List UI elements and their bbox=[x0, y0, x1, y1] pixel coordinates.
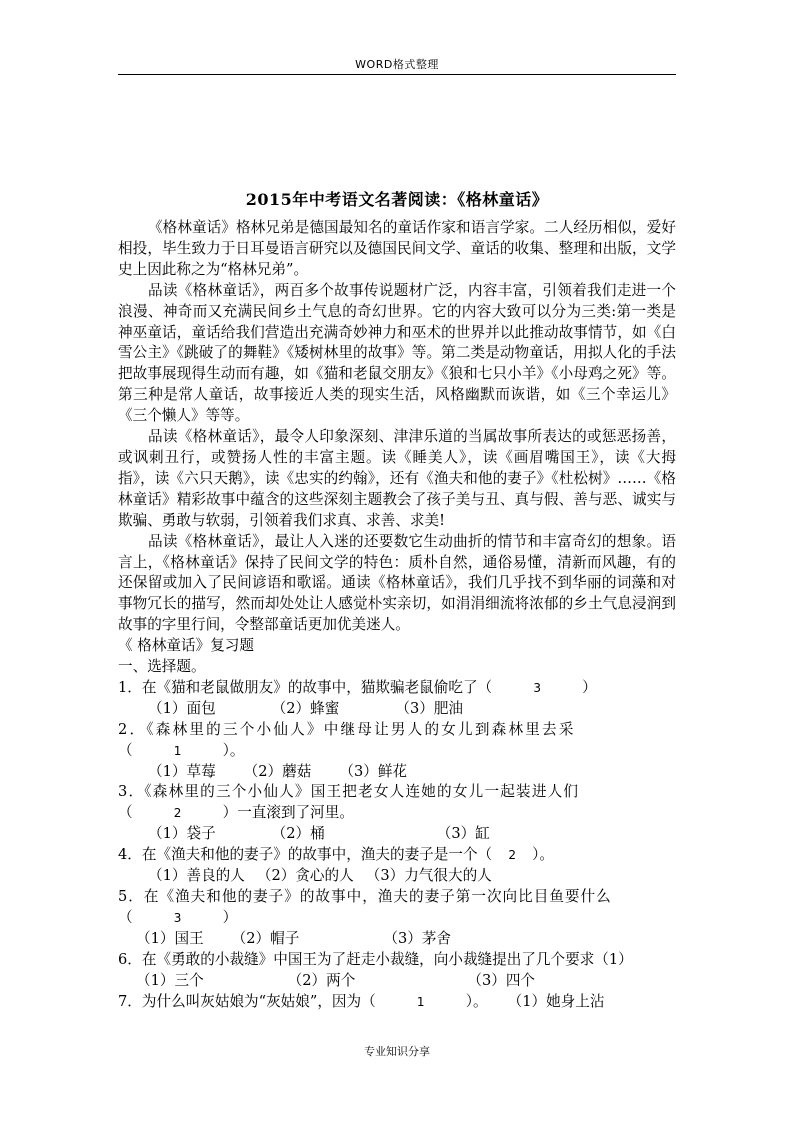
question-text: 4．在《渔夫和他的妻子》的故事中，渔夫的妻子是一个（ bbox=[118, 846, 493, 864]
option: （3）茅舍 bbox=[383, 929, 452, 947]
page-header: WORD格式整理 bbox=[355, 58, 439, 71]
answer-blank: 2 bbox=[173, 806, 182, 821]
page-footer: 专业知识分享 bbox=[364, 1045, 430, 1058]
answer-blank: 2 bbox=[508, 848, 516, 863]
question-open: （ bbox=[118, 804, 133, 822]
review-title: 《 格林童话》复习题 bbox=[118, 637, 254, 655]
question-text: 7．为什么叫灰姑娘为“灰姑娘”，因为（ bbox=[118, 992, 376, 1010]
question-6: 6．在《勇敢的小裁缝》中国王为了赶走小裁缝，向小裁缝提出了几个要求（1） bbox=[118, 950, 633, 968]
question-3-options bbox=[118, 824, 676, 845]
option: （2）蘑菇 bbox=[243, 762, 312, 780]
section-title: 一、选择题。 bbox=[118, 658, 206, 676]
answer-blank: 3 bbox=[533, 680, 541, 695]
question-5-options bbox=[118, 929, 676, 950]
option: （2）帽子 bbox=[231, 929, 300, 947]
question-3-blank bbox=[118, 803, 676, 824]
option: （1）草莓 bbox=[148, 762, 216, 780]
question-3: 3．《森林里的三个小仙人》国王把老女人连她的女儿一起装进人们 bbox=[118, 783, 580, 801]
option: （3）缸 bbox=[436, 825, 490, 843]
answer-blank: 1 bbox=[416, 994, 425, 1009]
question-close: ）。 bbox=[465, 992, 488, 1010]
option: （1）善良的人 bbox=[148, 867, 245, 885]
question-open: （ bbox=[118, 741, 133, 759]
option: （3）肥油 bbox=[395, 699, 464, 717]
document-title: 2015年中考语文名著阅读：《格林童话》 bbox=[245, 190, 549, 209]
document-body bbox=[118, 218, 676, 1012]
question-close: ） bbox=[582, 678, 597, 696]
option: （2）桶 bbox=[271, 825, 325, 843]
question-5-blank bbox=[118, 908, 676, 929]
question-2-blank bbox=[118, 741, 676, 762]
option: （1）国王 bbox=[136, 929, 204, 947]
option: （3）力气很大的人 bbox=[365, 867, 492, 885]
paragraph-intro: 《格林童话》格林兄弟是德国最知名的童话作家和语言学家。二人经历相似，爱好相投，毕生致力于日耳曼语言研究以及德国民间文学、童话的收集、整理和出版，文学史上因此称之为“格林兄弟”。 bbox=[118, 219, 676, 278]
question-6-options bbox=[118, 971, 676, 992]
option: （1）她身上沾 bbox=[507, 992, 605, 1010]
paragraph-meaning: 品读《格林童话》，最令人印象深刻、津津乐道的当属故事所表达的或惩恶扬善，或讽刺丑行，或赞扬人性的丰富主题。读《睡美人》，读《画眉嘴国王》，读《大拇指》，读《六只天鹅》，读《忠实的约翰》，还有《渔夫和他的妻子》《杜松树》……《格林童话》精彩故事中蕴含的这些深刻主题教会了孩子美与丑、真与假、善与恶、诚实与欺骗、勇敢与软弱，引领着我们求真、求善、求美! bbox=[118, 428, 676, 529]
question-close: ）一直滚到了河里。 bbox=[222, 804, 354, 822]
paragraph-themes: 品读《格林童话》，两百多个故事传说题材广泛，内容丰富，引领着我们走进一个浪漫、神奇而又充满民间乡土气息的奇幻世界。它的内容大致可以分为三类:第一类是神巫童话，童话给我们营造出充满奇妙神力和巫术的世界并以此推动故事情节，如《白雪公主》《跳破了的舞鞋》《矮树林里的故事》等。第二类是动物童话，用拟人化的手法把故事展现得生动而有趣，如《猫和老鼠交朋友》《狼和七只小羊》《小母鸡之死》等。第三种是常人童话，故事接近人类的现实生活，风格幽默而诙谐，如《三个幸运儿》《三个懒人》等等。 bbox=[118, 281, 676, 425]
question-close: ）。 bbox=[222, 741, 245, 759]
question-1 bbox=[118, 678, 676, 699]
question-close: ）。 bbox=[532, 846, 555, 864]
option: （1）袋子 bbox=[148, 825, 216, 843]
question-7 bbox=[118, 992, 676, 1013]
paragraph-language: 品读《格林童话》，最让人入迷的还要数它生动曲折的情节和丰富奇幻的想象。语言上，《格林童话》保持了民间文学的特色：质朴自然，通俗易懂，清新而风趣，有的还保留或加入了民间谚语和歌谣。通读《格林童话》，我们几乎找不到华丽的词藻和对事物冗长的描写，然而却处处让人感觉朴实亲切，如涓涓细流将浓郁的乡土气息浸润到故事的字里行间，令整部童话更加优美迷人。 bbox=[118, 532, 676, 634]
question-close: ） bbox=[222, 908, 238, 926]
option: （3）四个 bbox=[467, 971, 536, 989]
question-open: （ bbox=[118, 908, 133, 926]
header-rule bbox=[118, 74, 676, 75]
question-1-options bbox=[118, 699, 676, 720]
question-2-options bbox=[118, 762, 676, 783]
question-2: 2．《森林里的三个小仙人》中继母让男人的女儿到森林里去采 bbox=[118, 720, 576, 738]
answer-blank: 3 bbox=[173, 910, 182, 925]
option: （2）两个 bbox=[287, 971, 356, 989]
option: （1）面包 bbox=[148, 699, 216, 717]
question-4-options bbox=[118, 866, 676, 887]
option: （2）贪心的人 bbox=[256, 867, 354, 885]
option: （3）鲜花 bbox=[339, 762, 408, 780]
answer-blank: 1 bbox=[173, 743, 182, 758]
option: （2）蜂蜜 bbox=[271, 699, 340, 717]
option: （1）三个 bbox=[136, 971, 204, 989]
question-4 bbox=[118, 845, 676, 866]
question-5: 5．在《渔夫和他的妻子》的故事中，渔夫的妻子第一次向比目鱼要什么 bbox=[118, 888, 612, 905]
question-text: 1．在《猫和老鼠做朋友》的故事中，猫欺骗老鼠偷吃了（ bbox=[118, 678, 493, 696]
